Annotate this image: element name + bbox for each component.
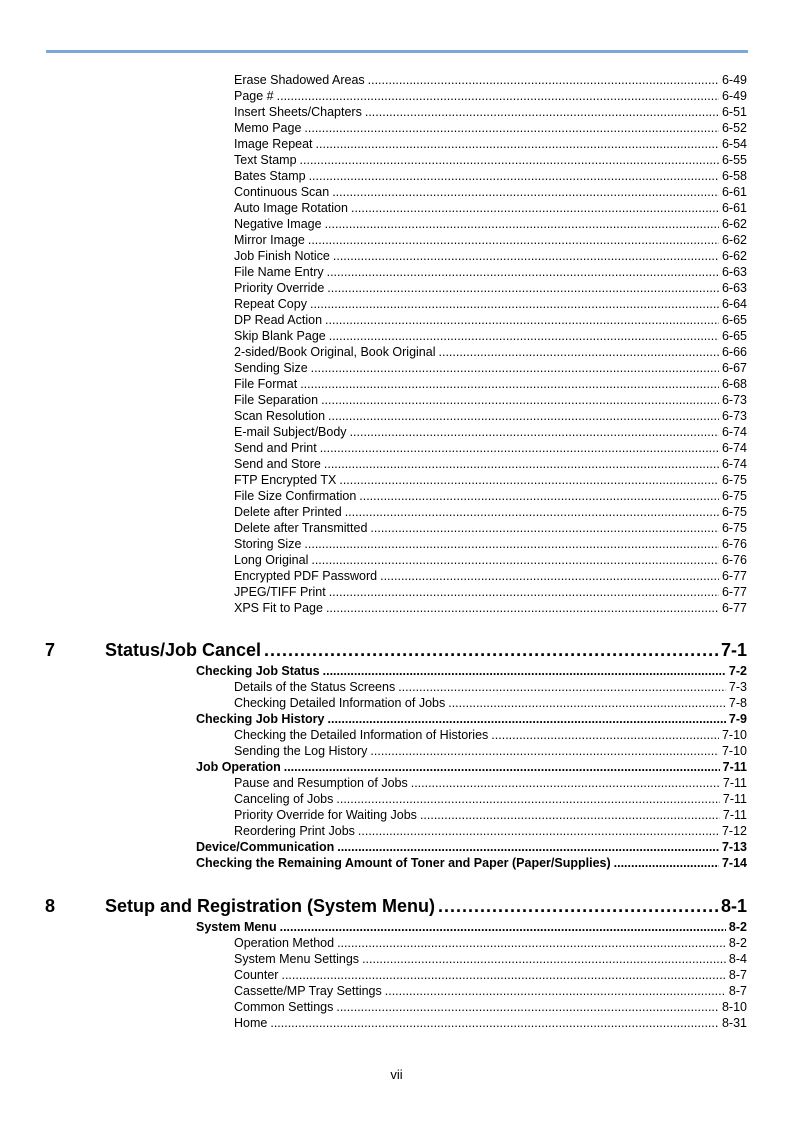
page-number: vii — [390, 1067, 403, 1082]
toc-section-entry[interactable] — [196, 855, 747, 871]
toc-entry-title: Skip Blank Page — [234, 329, 326, 343]
toc-chapter-entry[interactable] — [105, 894, 747, 918]
toc-entry-page: 6-51 — [721, 105, 747, 119]
toc-entry[interactable] — [234, 200, 747, 216]
toc-entry-title: Sending Size — [234, 361, 308, 375]
leader-dots — [328, 711, 726, 727]
leader-dots — [351, 200, 719, 216]
leader-dots — [320, 440, 719, 456]
toc-entry[interactable] — [234, 312, 747, 328]
toc-entry[interactable] — [234, 392, 747, 408]
toc-entry-title: Text Stamp — [234, 153, 297, 167]
toc-entry-page: 6-65 — [721, 313, 747, 327]
toc-entry-title: Counter — [234, 968, 279, 982]
leader-dots — [359, 488, 719, 504]
toc-entry[interactable] — [234, 152, 747, 168]
leader-dots — [439, 344, 719, 360]
toc-entry[interactable] — [234, 775, 747, 791]
toc-entry[interactable] — [234, 584, 747, 600]
leader-dots — [448, 695, 726, 711]
toc-section-entry[interactable] — [196, 663, 747, 679]
leader-dots — [310, 296, 719, 312]
toc-entry-page: 6-76 — [721, 553, 747, 567]
toc-entry[interactable] — [234, 807, 747, 823]
leader-dots — [281, 967, 725, 983]
toc-chapter-title: Status/Job Cancel — [105, 640, 262, 660]
toc-entry[interactable] — [234, 552, 747, 568]
toc-entry[interactable] — [234, 791, 747, 807]
toc-entry-title: Details of the Status Screens — [234, 680, 396, 694]
toc-entry-title: FTP Encrypted TX — [234, 473, 337, 487]
toc-entry[interactable] — [234, 679, 747, 695]
toc-entry-page: 6-64 — [721, 297, 747, 311]
toc-entry-page: 8-7 — [728, 984, 747, 998]
toc-entry-page: 8-2 — [728, 920, 747, 934]
toc-entry[interactable] — [234, 376, 747, 392]
leader-dots — [336, 791, 720, 807]
toc-entry-page: 6-55 — [721, 153, 747, 167]
toc-entry-page: 6-77 — [721, 569, 747, 583]
leader-dots — [328, 408, 719, 424]
toc-chapter-page: 7-1 — [720, 640, 747, 660]
toc-entry[interactable] — [234, 296, 747, 312]
leader-dots — [370, 743, 719, 759]
leader-dots — [420, 807, 720, 823]
leader-dots — [300, 376, 719, 392]
leader-dots — [270, 1015, 719, 1031]
toc-entry-title: DP Read Action — [234, 313, 323, 327]
toc-entry-title: Reordering Print Jobs — [234, 824, 355, 838]
toc-chapter-title: Setup and Registration (System Menu) — [105, 896, 436, 916]
toc-entry-title: Repeat Copy — [234, 297, 307, 311]
toc-entry[interactable] — [234, 440, 747, 456]
toc-entry[interactable] — [234, 168, 747, 184]
leader-dots — [325, 216, 719, 232]
toc-entry[interactable] — [234, 136, 747, 152]
leader-dots — [411, 775, 720, 791]
toc-entry-page: 7-11 — [722, 776, 747, 790]
leader-dots — [323, 663, 726, 679]
toc-entry-page: 7-10 — [721, 744, 747, 758]
leader-dots — [614, 855, 719, 871]
toc-entry-page: 7-14 — [721, 856, 747, 870]
leader-dots — [385, 983, 726, 999]
leader-dots — [438, 894, 718, 918]
leader-dots — [333, 248, 719, 264]
toc-entry[interactable] — [234, 823, 747, 839]
toc-entry-page: 7-11 — [722, 808, 747, 822]
toc-entry-page: 7-2 — [728, 664, 747, 678]
toc-entry-page: 7-10 — [721, 728, 747, 742]
toc-entry-title: Negative Image — [234, 217, 322, 231]
toc-entry-page: 8-2 — [728, 936, 747, 950]
toc-entry[interactable] — [234, 504, 747, 520]
toc-entry-title: Home — [234, 1016, 268, 1030]
toc-entry-title: Send and Print — [234, 441, 317, 455]
leader-dots — [311, 552, 719, 568]
toc-entry-page: 6-62 — [721, 233, 747, 247]
leader-dots — [380, 568, 719, 584]
toc-entry-title: Priority Override — [234, 281, 325, 295]
toc-entry-title: Job Finish Notice — [234, 249, 330, 263]
toc-entry[interactable] — [234, 488, 747, 504]
leader-dots — [277, 88, 719, 104]
chapter-number: 8 — [45, 896, 56, 916]
toc-entry-title: File Separation — [234, 393, 319, 407]
leader-dots — [329, 328, 719, 344]
toc-entry[interactable] — [234, 360, 747, 376]
toc-chapter-page: 8-1 — [720, 896, 747, 916]
toc-entry[interactable] — [234, 72, 747, 88]
toc-entry-page: 7-8 — [728, 696, 747, 710]
toc-entry[interactable] — [234, 935, 747, 951]
toc-entry[interactable] — [234, 967, 747, 983]
leader-dots — [316, 136, 719, 152]
toc-entry-title: Image Repeat — [234, 137, 313, 151]
toc-entry[interactable] — [234, 408, 747, 424]
leader-dots — [358, 823, 719, 839]
toc-entry[interactable] — [234, 424, 747, 440]
toc-entry[interactable] — [234, 743, 747, 759]
leader-dots — [264, 638, 718, 662]
toc-entry-page: 7-11 — [722, 760, 747, 774]
header-rule — [46, 50, 748, 53]
toc-entry-title: Delete after Printed — [234, 505, 342, 519]
leader-dots — [300, 152, 719, 168]
leader-dots — [339, 472, 719, 488]
toc-entry-page: 7-12 — [721, 824, 747, 838]
toc-entry-page: 6-74 — [721, 457, 747, 471]
toc-entry-page: 6-62 — [721, 249, 747, 263]
toc-entry[interactable] — [234, 472, 747, 488]
leader-dots — [370, 520, 719, 536]
toc-entry[interactable] — [234, 328, 747, 344]
toc-entry-title: Checking the Detailed Information of Histories — [234, 728, 489, 742]
toc-entry-title: Bates Stamp — [234, 169, 306, 183]
toc-section-entry[interactable] — [196, 839, 747, 855]
toc-entry-title: Job Operation — [196, 760, 281, 774]
leader-dots — [284, 759, 720, 775]
toc-entry-page: 6-68 — [721, 377, 747, 391]
toc-entry[interactable] — [234, 1015, 747, 1031]
toc-section-entry[interactable] — [196, 759, 747, 775]
leader-dots — [337, 839, 719, 855]
toc-entry-page: 6-77 — [721, 585, 747, 599]
toc-entry-title: Continuous Scan — [234, 185, 330, 199]
toc-entry-title: JPEG/TIFF Print — [234, 585, 326, 599]
toc-entry-page: 7-9 — [728, 712, 747, 726]
toc-entry-title: Encrypted PDF Password — [234, 569, 378, 583]
toc-entry-title: Insert Sheets/Chapters — [234, 105, 362, 119]
toc-entry-page: 6-75 — [721, 505, 747, 519]
toc-entry-title: Erase Shadowed Areas — [234, 73, 365, 87]
leader-dots — [329, 584, 719, 600]
toc-entry[interactable] — [234, 344, 747, 360]
toc-entry[interactable] — [234, 695, 747, 711]
toc-entry-title: Operation Method — [234, 936, 335, 950]
toc-entry[interactable] — [234, 88, 747, 104]
toc-entry-page: 6-63 — [721, 281, 747, 295]
toc-entry-title: Checking Job Status — [196, 664, 320, 678]
leader-dots — [280, 919, 726, 935]
toc-entry[interactable] — [234, 727, 747, 743]
toc-entry[interactable] — [234, 536, 747, 552]
toc-entry-title: Auto Image Rotation — [234, 201, 348, 215]
toc-entry-page: 8-4 — [728, 952, 747, 966]
toc-entry[interactable] — [234, 456, 747, 472]
toc-entry-title: E-mail Subject/Body — [234, 425, 347, 439]
toc-entry[interactable] — [234, 983, 747, 999]
toc-entry-page: 6-49 — [721, 73, 747, 87]
toc-entry[interactable] — [234, 999, 747, 1015]
toc-section-entry[interactable] — [196, 919, 747, 935]
toc-entry-title: File Size Confirmation — [234, 489, 357, 503]
toc-entry-title: Scan Resolution — [234, 409, 326, 423]
toc-entry-page: 6-75 — [721, 521, 747, 535]
toc-entry-page: 6-74 — [721, 441, 747, 455]
leader-dots — [350, 424, 719, 440]
toc-entry-page: 6-61 — [721, 185, 747, 199]
toc-entry-page: 6-67 — [721, 361, 747, 375]
toc-entry-title: Common Settings — [234, 1000, 334, 1014]
leader-dots — [308, 232, 719, 248]
toc-entry-page: 6-62 — [721, 217, 747, 231]
toc-entry-page: 6-73 — [721, 393, 747, 407]
toc-entry-title: Canceling of Jobs — [234, 792, 334, 806]
leader-dots — [337, 935, 726, 951]
toc-entry-title: Mirror Image — [234, 233, 305, 247]
leader-dots — [304, 120, 719, 136]
toc-entry-title: Long Original — [234, 553, 309, 567]
toc-entry-title: Checking the Remaining Amount of Toner and Paper (Paper/Supplies) — [196, 856, 611, 870]
toc-entry-page: 7-11 — [722, 792, 747, 806]
toc-entry-title: Page # — [234, 89, 274, 103]
leader-dots — [327, 280, 719, 296]
toc-entry-page: 6-77 — [721, 601, 747, 615]
leader-dots — [325, 312, 719, 328]
toc-entry-title: File Name Entry — [234, 265, 324, 279]
toc-entry-page: 6-65 — [721, 329, 747, 343]
toc-entry-page: 7-3 — [728, 680, 747, 694]
toc-entry-title: System Menu Settings — [234, 952, 360, 966]
toc-entry[interactable] — [234, 120, 747, 136]
toc-entry-page: 6-49 — [721, 89, 747, 103]
toc-entry-page: 6-52 — [721, 121, 747, 135]
leader-dots — [304, 536, 719, 552]
leader-dots — [311, 360, 719, 376]
toc-entry[interactable] — [234, 248, 747, 264]
toc-entry-title: Checking Job History — [196, 712, 325, 726]
chapter-number: 7 — [45, 640, 56, 660]
toc-entry-page: 6-73 — [721, 409, 747, 423]
toc-entry-page: 6-61 — [721, 201, 747, 215]
toc-entry-page: 6-58 — [721, 169, 747, 183]
toc-entry[interactable] — [234, 216, 747, 232]
leader-dots — [398, 679, 726, 695]
toc-entry-page: 6-66 — [721, 345, 747, 359]
toc-entry-page: 8-7 — [728, 968, 747, 982]
toc-entry-title: Delete after Transmitted — [234, 521, 368, 535]
toc-entry-page: 6-74 — [721, 425, 747, 439]
toc-entry-title: Sending the Log History — [234, 744, 368, 758]
toc-entry-page: 6-54 — [721, 137, 747, 151]
toc-entry[interactable] — [234, 264, 747, 280]
leader-dots — [324, 456, 719, 472]
leader-dots — [336, 999, 719, 1015]
toc-entry-page: 6-63 — [721, 265, 747, 279]
toc-section-entry[interactable] — [196, 711, 747, 727]
toc-entry[interactable] — [234, 184, 747, 200]
toc-entry-title: Memo Page — [234, 121, 302, 135]
toc-entry-page: 6-75 — [721, 489, 747, 503]
leader-dots — [365, 104, 719, 120]
toc-entry[interactable] — [234, 951, 747, 967]
leader-dots — [345, 504, 719, 520]
toc-entry-title: Storing Size — [234, 537, 302, 551]
toc-entry[interactable] — [234, 232, 747, 248]
toc-entry-title: Device/Communication — [196, 840, 335, 854]
toc-entry-title: XPS Fit to Page — [234, 601, 323, 615]
toc-entry-page: 8-10 — [721, 1000, 747, 1014]
toc-entry-title: System Menu — [196, 920, 277, 934]
toc-entry-title: File Format — [234, 377, 298, 391]
toc-entry-page: 6-75 — [721, 473, 747, 487]
toc-entry-title: Cassette/MP Tray Settings — [234, 984, 382, 998]
toc-entry[interactable] — [234, 280, 747, 296]
toc-entry-title: Send and Store — [234, 457, 321, 471]
toc-entry-page: 6-76 — [721, 537, 747, 551]
leader-dots — [309, 168, 719, 184]
leader-dots — [362, 951, 726, 967]
leader-dots — [491, 727, 719, 743]
toc-entry[interactable] — [234, 104, 747, 120]
toc-entry-title: Pause and Resumption of Jobs — [234, 776, 408, 790]
leader-dots — [332, 184, 719, 200]
leader-dots — [321, 392, 719, 408]
toc-entry[interactable] — [234, 600, 747, 616]
toc-chapter-entry[interactable] — [105, 638, 747, 662]
toc-entry-page: 8-31 — [721, 1016, 747, 1030]
toc-entry-title: 2-sided/Book Original, Book Original — [234, 345, 436, 359]
toc-entry-page: 7-13 — [721, 840, 747, 854]
toc-entry[interactable] — [234, 520, 747, 536]
leader-dots — [327, 264, 719, 280]
leader-dots — [326, 600, 719, 616]
toc-entry[interactable] — [234, 568, 747, 584]
toc-entry-title: Priority Override for Waiting Jobs — [234, 808, 417, 822]
toc-entry-title: Checking Detailed Information of Jobs — [234, 696, 446, 710]
leader-dots — [368, 72, 719, 88]
